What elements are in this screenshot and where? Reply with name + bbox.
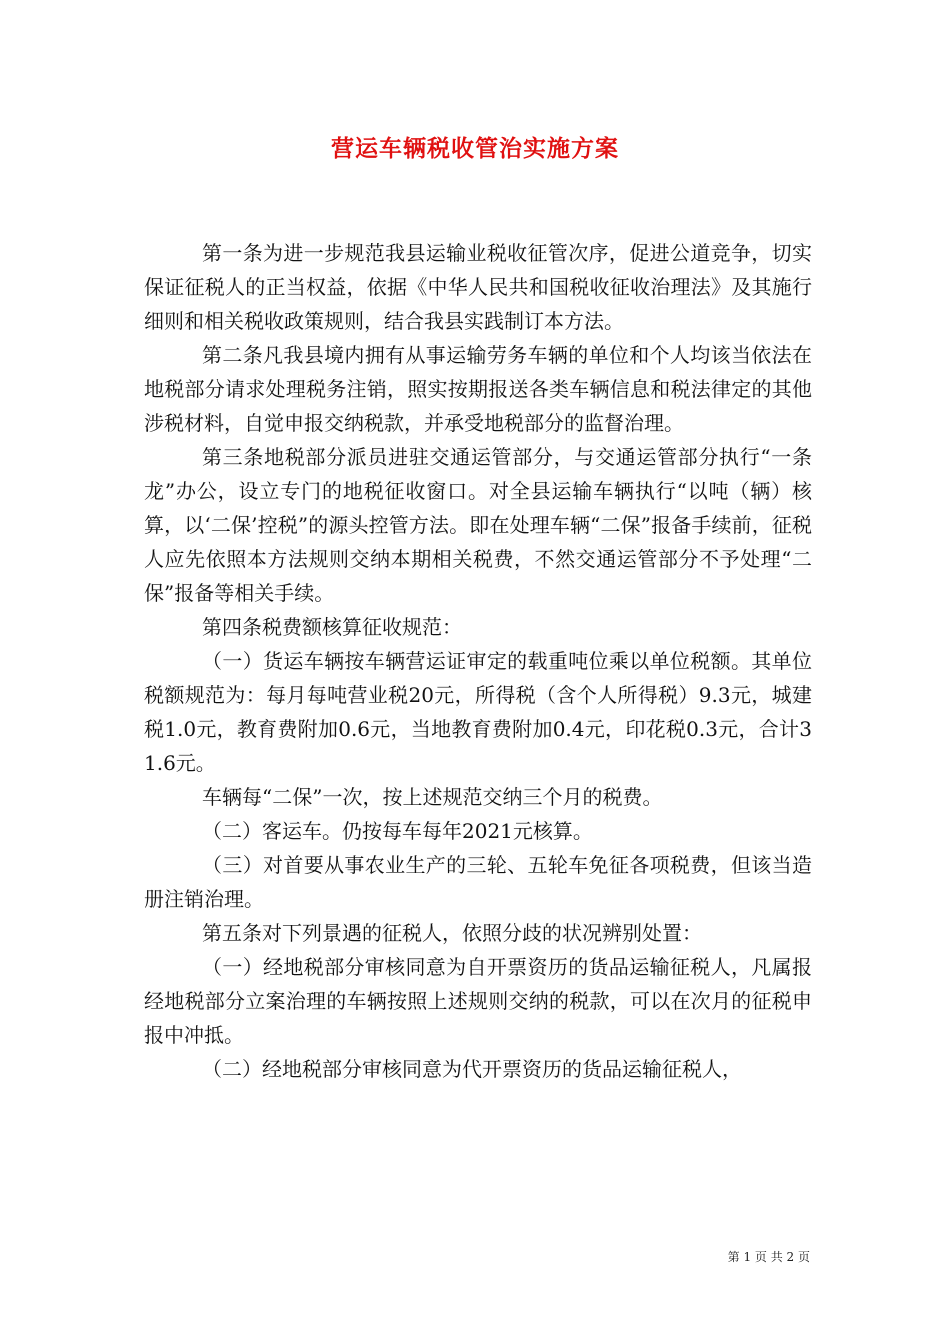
paragraph: 第二条凡我县境内拥有从事运输劳务车辆的单位和个人均该当依法在地税部分请求处理税务注销，照实按期报送各类车辆信息和税法律定的其他涉税材料，自觉申报交纳税款，并承受地税部分的监督治理。	[144, 343, 812, 435]
paragraph: （三）对首要从事农业生产的三轮、五轮车免征各项税费，但该当造册注销治理。	[144, 853, 812, 911]
paragraph: 车辆每“二保”一次，按上述规范交纳三个月的税费。	[202, 785, 663, 809]
document-title: 营运车辆税收管治实施方案	[331, 135, 619, 162]
paragraph: 第五条对下列景遇的征税人，依照分歧的状况辨别处置：	[202, 921, 702, 945]
paragraph: 第一条为进一步规范我县运输业税收征管次序，促进公道竞争，切实保证征税人的正当权益，依据《中华人民共和国税收征收治理法》及其施行细则和相关税收政策规则，结合我县实践制订本方法。	[144, 241, 812, 333]
paragraph: （二）客运车。仍按每车每年2021元核算。	[202, 819, 593, 843]
paragraph: （二）经地税部分审核同意为代开票资历的货品运输征税人，	[202, 1057, 742, 1081]
paragraph: （一）经地税部分审核同意为自开票资历的货品运输征税人，凡属报经地税部分立案治理的车辆按照上述规则交纳的税款，可以在次月的征税申报中冲抵。	[144, 955, 812, 1047]
paragraph: 第三条地税部分派员进驻交通运管部分，与交通运管部分执行“一条龙”办公，设立专门的地税征收窗口。对全县运输车辆执行“以吨（辆）核算，以‘二保’控税”的源头控管方法。即在处理车辆“二保”报备手续前，征税人应先依照本方法规则交纳本期相关税费，不然交通运管部分不予处理“二保”报备等相关手续。	[144, 445, 812, 605]
document-body	[144, 236, 812, 1086]
paragraph: 第四条税费额核算征收规范：	[202, 615, 462, 639]
page-number: 第 1 页 共 2 页	[727, 1250, 810, 1264]
paragraph: （一）货运车辆按车辆营运证审定的载重吨位乘以单位税额。其单位税额规范为：每月每吨营业税20元，所得税（含个人所得税）9.3元，城建税1.0元，教育费附加0.6元，当地教育费附加0.4元，印花税0.3元，合计31.6元。	[144, 649, 812, 775]
